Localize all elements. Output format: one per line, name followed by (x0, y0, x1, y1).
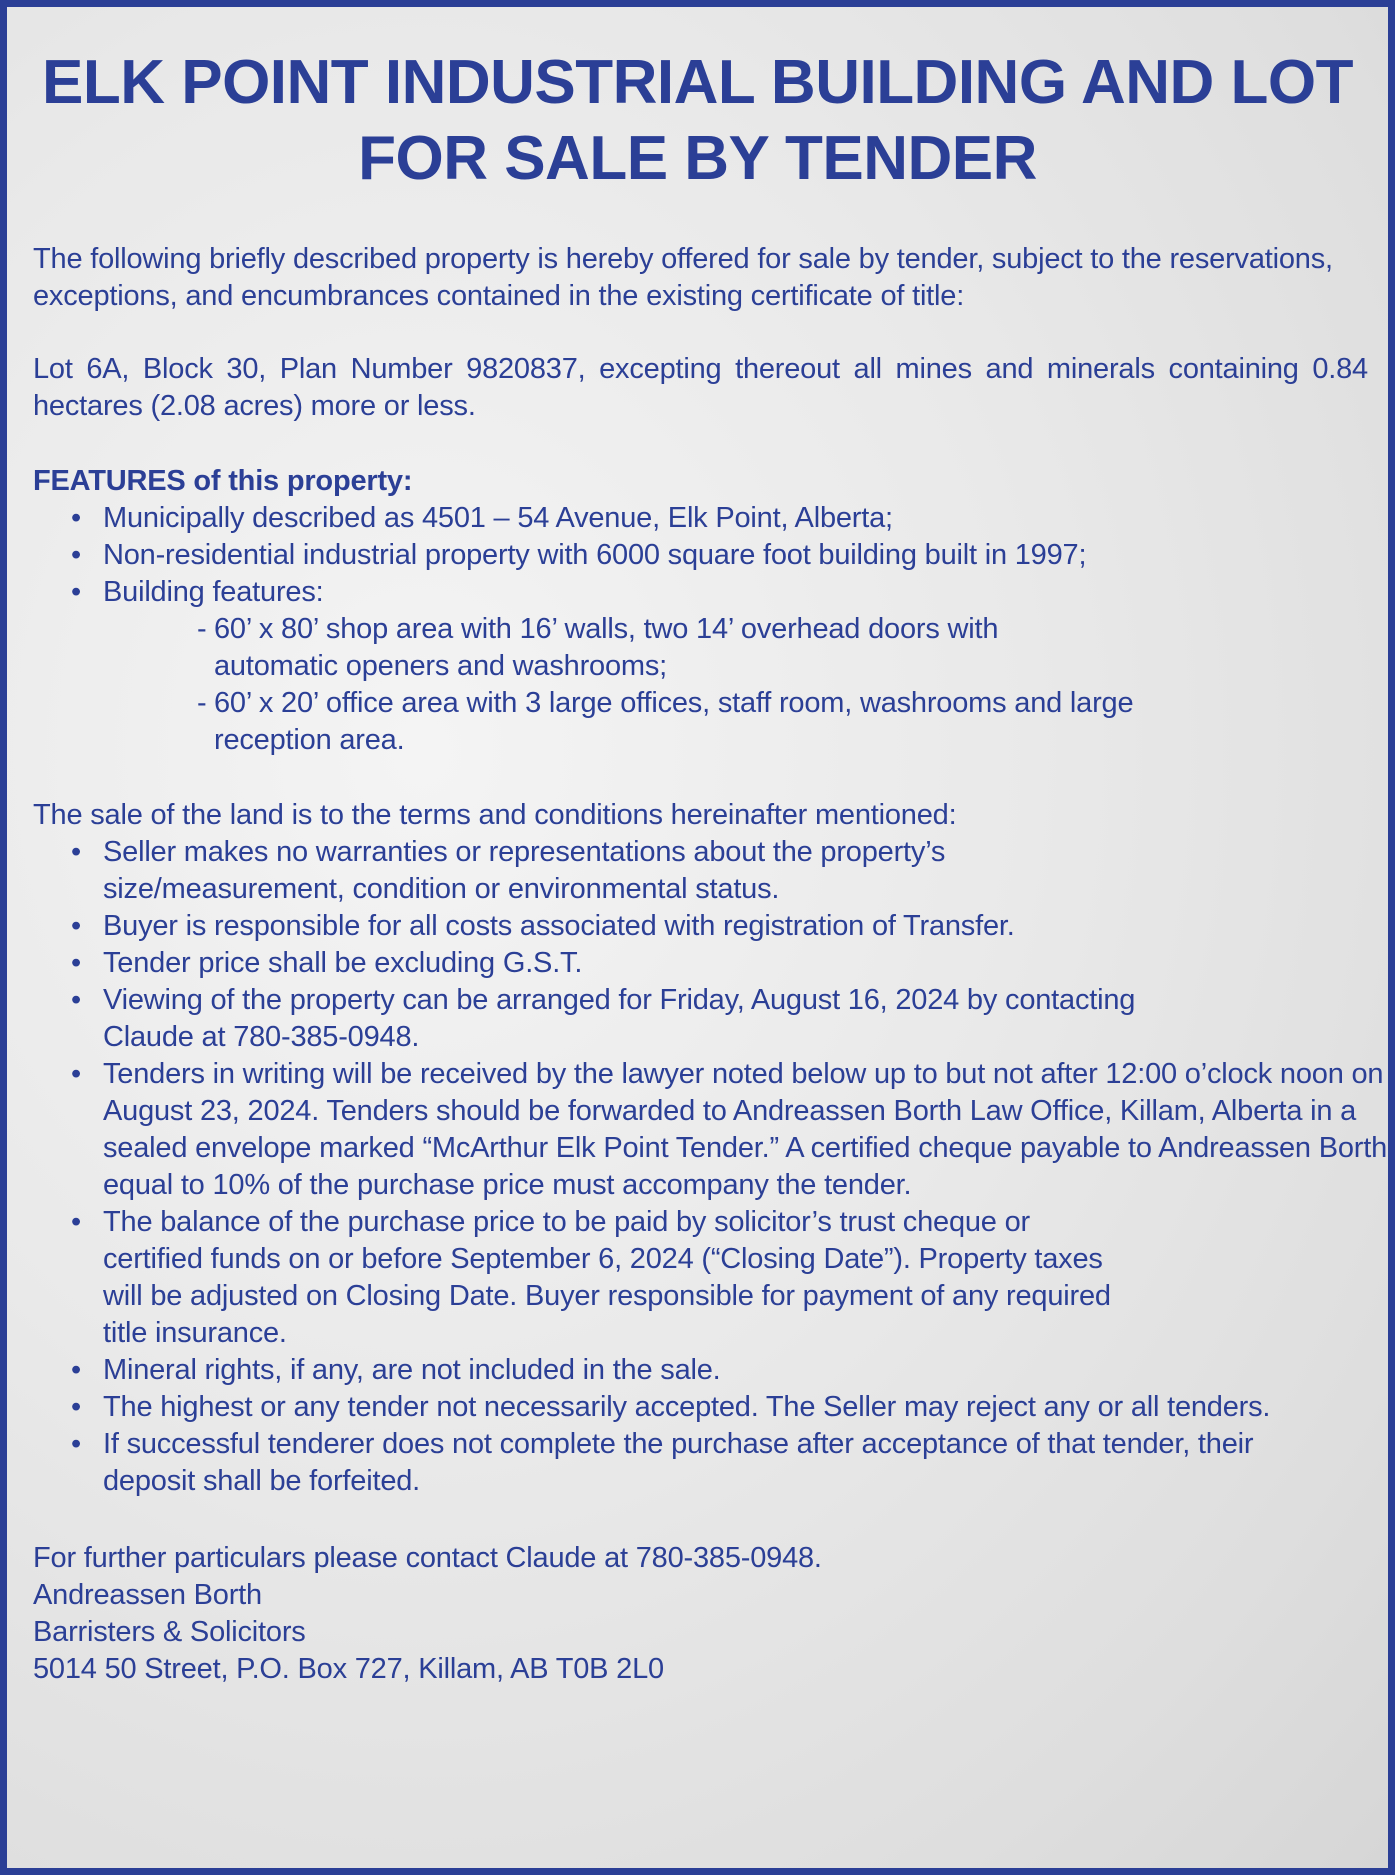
term-item: • The balance of the purchase price to be paid by solicitor’s trust cheque or certified funds on or before September 6, 2024 (“Closing Date”). Property taxes will be adjusted on Closing Date. Buyer responsible for payment of any required title insurance. (33, 1204, 1123, 1352)
term-item: • Viewing of the property can be arranged for Friday, August 16, 2024 by contacting Claude at 780-385-0948. (33, 982, 1173, 1056)
term-item: • Seller makes no warranties or representations about the property’s size/measurement, condition or environmental status. (33, 834, 983, 908)
term-item: • Buyer is responsible for all costs associated with registration of Transfer. (33, 908, 1378, 945)
building-feature-item: - 60’ x 80’ shop area with 16’ walls, two 14’ overhead doors with automatic openers and washrooms; (188, 611, 1014, 685)
features-heading: FEATURES of this property: (33, 465, 413, 497)
term-item: • Tender price shall be excluding G.S.T. (33, 945, 1378, 982)
notice-body (33, 241, 1388, 1688)
firm-type: Barristers & Solicitors (33, 1616, 306, 1648)
intro-paragraph: The following briefly described property is hereby offered for sale by tender, subject to the reservations, exceptions, and encumbrances contained in the existing certificate of title: (33, 243, 1333, 312)
feature-item: • Municipally described as 4501 – 54 Avenue, Elk Point, Alberta; (33, 500, 1378, 537)
legal-description: Lot 6A, Block 30, Plan Number 9820837, excepting thereout all mines and minerals containing 0.84 hectares (2.08 acres) more or less. (33, 353, 1368, 422)
terms-heading: The sale of the land is to the terms and conditions hereinafter mentioned: (33, 799, 957, 831)
feature-item: • Non-residential industrial property with 6000 square foot building built in 1997; (33, 537, 1378, 574)
building-features-list (188, 611, 1378, 759)
features-list (33, 500, 1378, 611)
firm-name: Andreassen Borth (33, 1579, 262, 1611)
contact-line: For further particulars please contact Claude at 780-385-0948. (33, 1542, 822, 1574)
term-item: • If successful tenderer does not complete the purchase after acceptance of that tender, their deposit shall be forfeited. (33, 1426, 1343, 1500)
features-section (33, 463, 1378, 759)
term-item: • The highest or any tender not necessarily accepted. The Seller may reject any or all tenders. (33, 1389, 1393, 1426)
building-feature-item: - 60’ x 20’ office area with 3 large offices, staff room, washrooms and large reception area. (188, 685, 1174, 759)
contact-block (33, 1540, 1378, 1688)
terms-list (33, 834, 1388, 1500)
feature-item: • Building features: (33, 574, 1378, 611)
term-item: • Mineral rights, if any, are not included in the sale. (33, 1352, 1378, 1389)
firm-address: 5014 50 Street, P.O. Box 727, Killam, AB T0B 2L0 (33, 1653, 664, 1685)
term-item: • Tenders in writing will be received by the lawyer noted below up to but not after 12:00 o’clock noon on August 23, 2024. Tenders should be forwarded to Andreassen Borth Law Office, Killam, Alberta in a sealed envelope marked “McArthur Elk Point Tender.” A certified cheque payable to Andreassen Borth equal to 10% of the purchase price must accompany the tender. (33, 1056, 1395, 1204)
notice-title: ELK POINT INDUSTRIAL BUILDING AND LOT FOR SALE BY TENDER (41, 48, 1354, 193)
